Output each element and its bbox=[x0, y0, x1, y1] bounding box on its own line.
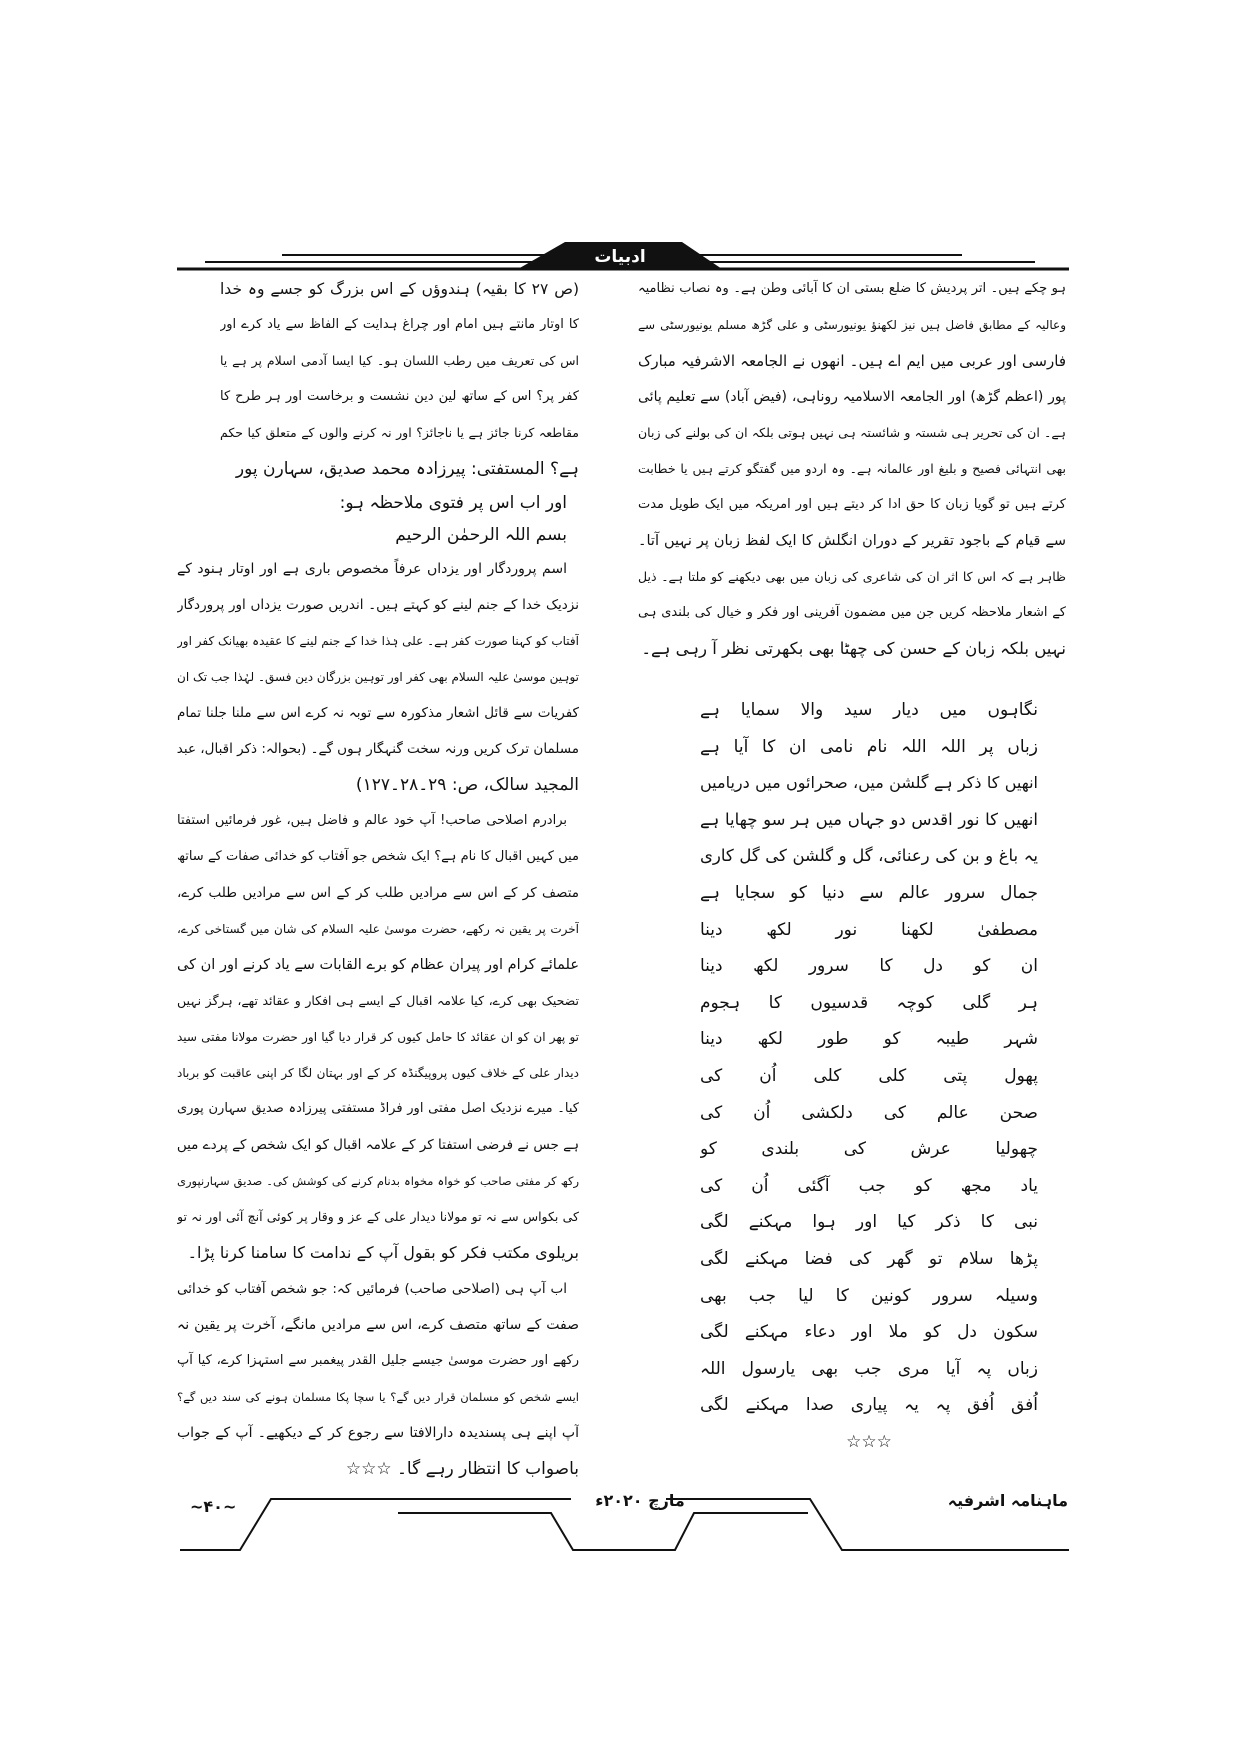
issue-date: مارچ ۲۰۲۰ء bbox=[595, 1491, 685, 1510]
poem-line: یہ باغ و بن کی رعنائی، گل و گلشن کی گل کاری bbox=[700, 846, 1038, 866]
text-line: نہیں بلکہ زبان کے حسن کی چھٹا بھی بکھرتی نظر آ رہی ہے۔ bbox=[641, 639, 1066, 658]
text-line: تو پھر ان کو ان عقائد کا حامل کیوں کر قرار دیا گیا اور حضرت مولانا مفتی سید bbox=[177, 1030, 579, 1044]
text-line: آخرت پر یقین نہ رکھے، حضرت موسیٰ علیہ السلام کی شان میں گستاخی کرے، bbox=[177, 922, 579, 936]
magazine-name: ماہنامہ اشرفیہ bbox=[947, 1491, 1068, 1510]
text-line: کفریات سے قائل اشعار مذکورہ سے توبہ نہ کرے اس سے ملنا جلنا تمام bbox=[177, 705, 579, 721]
text-line: سے قیام کے باجود تقریر کے دوران انگلش کا ایک لفظ زبان پر نہیں آتا۔ bbox=[638, 533, 1066, 549]
text-line: صفت کے ساتھ متصف کرے، اس سے مرادیں مانگے، آخرت پر یقین نہ bbox=[177, 1317, 579, 1333]
poem-line: پڑھا سلام تو گھر کی فضا مہکنے لگی bbox=[700, 1248, 1038, 1269]
text-line: وعالیہ کے مطابق فاضل ہیں نیز لکھنؤ یونیورسٹی و علی گڑھ مسلم یونیورسٹی سے bbox=[638, 318, 1066, 332]
text-line: بریلوی مکتب فکر کو بقول آپ کے ندامت کا سامنا کرنا پڑا۔ bbox=[187, 1243, 579, 1262]
text-line: کی بکواس سے نہ تو مولانا دیدار علی کے عز و وقار پر کوئی آنچ آئی اور نہ تو bbox=[177, 1209, 579, 1224]
poem-line: وسیلہ سرور کونین کا لیا جب بھی bbox=[700, 1285, 1038, 1306]
text-line: کرتے ہیں تو گویا زبان کا حق ادا کر دیتے ہیں اور امریکہ میں ایک طویل مدت bbox=[638, 497, 1066, 512]
poem-line: ہر گلی کوچہ قدسیوں کا ہجوم bbox=[700, 992, 1038, 1013]
poem-line: پھول پتی کلی کلی اُن کی bbox=[700, 1065, 1038, 1086]
left-column bbox=[177, 271, 579, 1487]
text-line: میں کہیں اقبال کا نام ہے؟ ایک شخص جو آفتاب کو خدائی صفات کے ساتھ bbox=[177, 849, 579, 864]
poem-line: مصطفیٰ لکھنا نور لکھ دینا bbox=[700, 919, 1038, 940]
text-line: کا اوتار مانتے ہیں امام اور چراغ ہدایت کے الفاظ سے یاد کرے اور bbox=[220, 317, 579, 332]
text-line: ظاہر ہے کہ اس کا اثر ان کی شاعری کی زبان میں بھی دیکھنے کو ملتا ہے۔ ذیل bbox=[638, 569, 1066, 584]
text-line: تضحیک بھی کرے، کیا علامہ اقبال کے ایسے ہی افکار و عقائد تھے، ہرگز نہیں bbox=[177, 993, 579, 1008]
poem-line: ان کو دل کا سرور لکھ دینا bbox=[700, 956, 1038, 977]
text-line: بھی انتہائی فصیح و بلیغ اور عالمانہ ہے۔ وہ اردو میں گفتگو کرتے ہیں یا خطابت bbox=[638, 461, 1066, 476]
right-column-prose bbox=[638, 271, 1066, 667]
text-line: باصواب کا انتظار رہے گا۔ ☆☆☆ bbox=[345, 1459, 579, 1479]
text-line: اب آپ ہی (اصلاحی صاحب) فرمائیں کہ: جو شخص آفتاب کو خدائی bbox=[177, 1281, 567, 1297]
poem-line: نگاہوں میں دیار سید والا سمایا ہے bbox=[700, 700, 1038, 720]
poem-line: انھیں کا ذکر ہے گلشن میں، صحرائوں میں دریامیں bbox=[700, 773, 1038, 793]
text-line: دیدار علی کے خلاف کیوں پروپیگنڈہ کر کے اور بہتان لگا کر اپنی عاقبت کو برباد bbox=[177, 1066, 579, 1080]
text-line: آفتاب کو کہنا صورت کفر ہے۔ علی ہٰذا خدا کے جنم لینے کا عقیدہ بھیانک کفر اور bbox=[177, 634, 579, 648]
text-line: فارسی اور عربی میں ایم اے ہیں۔ انھوں نے الجامعہ الاشرفیہ مبارک bbox=[638, 352, 1066, 370]
text-line: ہے؟ المستفتی: پیرزادہ محمد صدیق، سہارن پور bbox=[235, 459, 579, 479]
poem-line: صحن عالم کی دلکشی اُن کی bbox=[700, 1102, 1038, 1123]
poem bbox=[700, 692, 1038, 1460]
text-line: مقاطعہ کرنا جائز ہے یا ناجائز؟ اور نہ کرنے والوں کے متعلق کیا حکم bbox=[220, 425, 579, 440]
text-line: متصف کر کے اس سے مرادیں طلب کر کے اس سے مرادیں طلب کرے، bbox=[177, 885, 579, 901]
text-line: (ص ۲۷ کا بقیہ) ہندوؤں کے اس بزرگ کو جسے وہ خدا bbox=[220, 280, 579, 298]
poem-line: انھیں کا نور اقدس دو جہاں میں ہر سو چھایا ہے bbox=[700, 809, 1038, 829]
poem-line: اُفق اُفق پہ یہ پیاری صدا مہکنے لگی bbox=[700, 1395, 1038, 1416]
text-line: نزدیک خدا کے جنم لینے کو کہتے ہیں۔ اندریں صورت یزداں اور پروردگار bbox=[177, 597, 579, 613]
section-title: ادبیات bbox=[594, 247, 646, 267]
poem-line: چھولیا عرش کی بلندی کو bbox=[700, 1139, 1038, 1160]
text-line: اسم پروردگار اور یزداں عرفاً مخصوص باری ہے اور اوتار ہنود کے bbox=[177, 561, 567, 577]
text-line: علمائے کرام اور پیران عظام کو برے القابات سے یاد کرنے اور ان کی bbox=[177, 957, 579, 973]
text-line: کیا۔ میرے نزدیک اصل مفتی اور فراڈ مستفتی پیرزادہ صدیق سہارن پوری bbox=[177, 1101, 579, 1116]
text-line: ہے۔ ان کی تحریر ہی شستہ و شائستہ ہی نہیں ہوتی بلکہ ان کی بولنے کی زبان bbox=[638, 425, 1066, 440]
text-line: اس کی تعریف میں رطب اللسان ہو۔ کیا ایسا آدمی اسلام پر ہے یا bbox=[220, 353, 579, 368]
poem-line: سکون دل کو ملا اور دعاء مہکنے لگی bbox=[700, 1322, 1038, 1343]
text-line: رکھ کر مفتی صاحب کو خواہ مخواہ بدنام کرنے کی کوشش کی۔ صدیق سہارنپوری bbox=[177, 1174, 579, 1188]
text-line: رکھے اور حضرت موسیٰ جیسے جلیل القدر پیغمبر سے استہزا کرے، کیا آپ bbox=[177, 1353, 579, 1368]
text-line: برادرم اصلاحی صاحب! آپ خود عالم و فاضل ہیں، غور فرمائیں استفتا bbox=[177, 813, 567, 828]
text-line: ایسے شخص کو مسلمان قرار دیں گے؟ یا سچا پکا مسلمان ہونے کی سند دیں گے؟ bbox=[177, 1390, 579, 1404]
text-line: المجید سالک، ص: ۲۹۔۲۸۔۱۲۷) bbox=[355, 775, 579, 795]
text-line: مسلمان ترک کریں ورنہ سخت گنہگار ہوں گے۔ (بحوالہ: ذکر اقبال، عبد bbox=[177, 741, 579, 757]
page-number: ~۴۰~ bbox=[190, 1497, 237, 1516]
poem-line: شہر طیبہ کو طور لکھ دینا bbox=[700, 1029, 1038, 1050]
poem-line: زباں پہ آیا مری جب بھی یارسول اللہ bbox=[700, 1358, 1038, 1379]
text-line: آپ اپنے ہی پسندیدہ دارالافتا سے رجوع کر کے دیکھیے۔ آپ کے جواب bbox=[177, 1425, 579, 1441]
poem-line: جمال سرور عالم سے دنیا کو سجایا ہے bbox=[700, 882, 1038, 903]
text-line: ہو چکے ہیں۔ اتر پردیش کا ضلع بستی ان کا آبائی وطن ہے۔ وہ نصاب نظامیہ bbox=[638, 281, 1066, 296]
poem-line: نبی کا ذکر کیا اور ہوا مہکنے لگی bbox=[700, 1212, 1038, 1233]
text-line: ہے جس نے فرضی استفتا کر کے علامہ اقبال کو ایک شخص کے پردے میں bbox=[177, 1137, 579, 1153]
end-mark: ☆☆☆ bbox=[846, 1431, 892, 1452]
text-line: توہین موسیٰ علیہ السلام بھی کفر اور توہین بزرگان دین فسق۔ لہٰذا جب تک ان bbox=[177, 670, 579, 684]
text-line: کفر پر؟ اس کے ساتھ لین دین نشست و برخاست اور ہر طرح کا bbox=[220, 389, 579, 404]
text-line: کے اشعار ملاحظہ کریں جن میں مضمون آفرینی اور فکر و خیال کی بلندی ہی bbox=[638, 605, 1066, 620]
text-line: اور اب اس پر فتوی ملاحظہ ہو: bbox=[339, 493, 567, 513]
text-line: پور (اعظم گڑھ) اور الجامعہ الاسلامیہ روناہی، (فیض آباد) سے تعلیم پائی bbox=[638, 389, 1066, 405]
poem-line: زباں پر اللہ اللہ نام نامی ان کا آیا ہے bbox=[700, 736, 1038, 757]
poem-line: یاد مجھ کو جب آگئی اُن کی bbox=[700, 1175, 1038, 1196]
text-line: بسم اللہ الرحمٰن الرحیم bbox=[395, 525, 567, 545]
